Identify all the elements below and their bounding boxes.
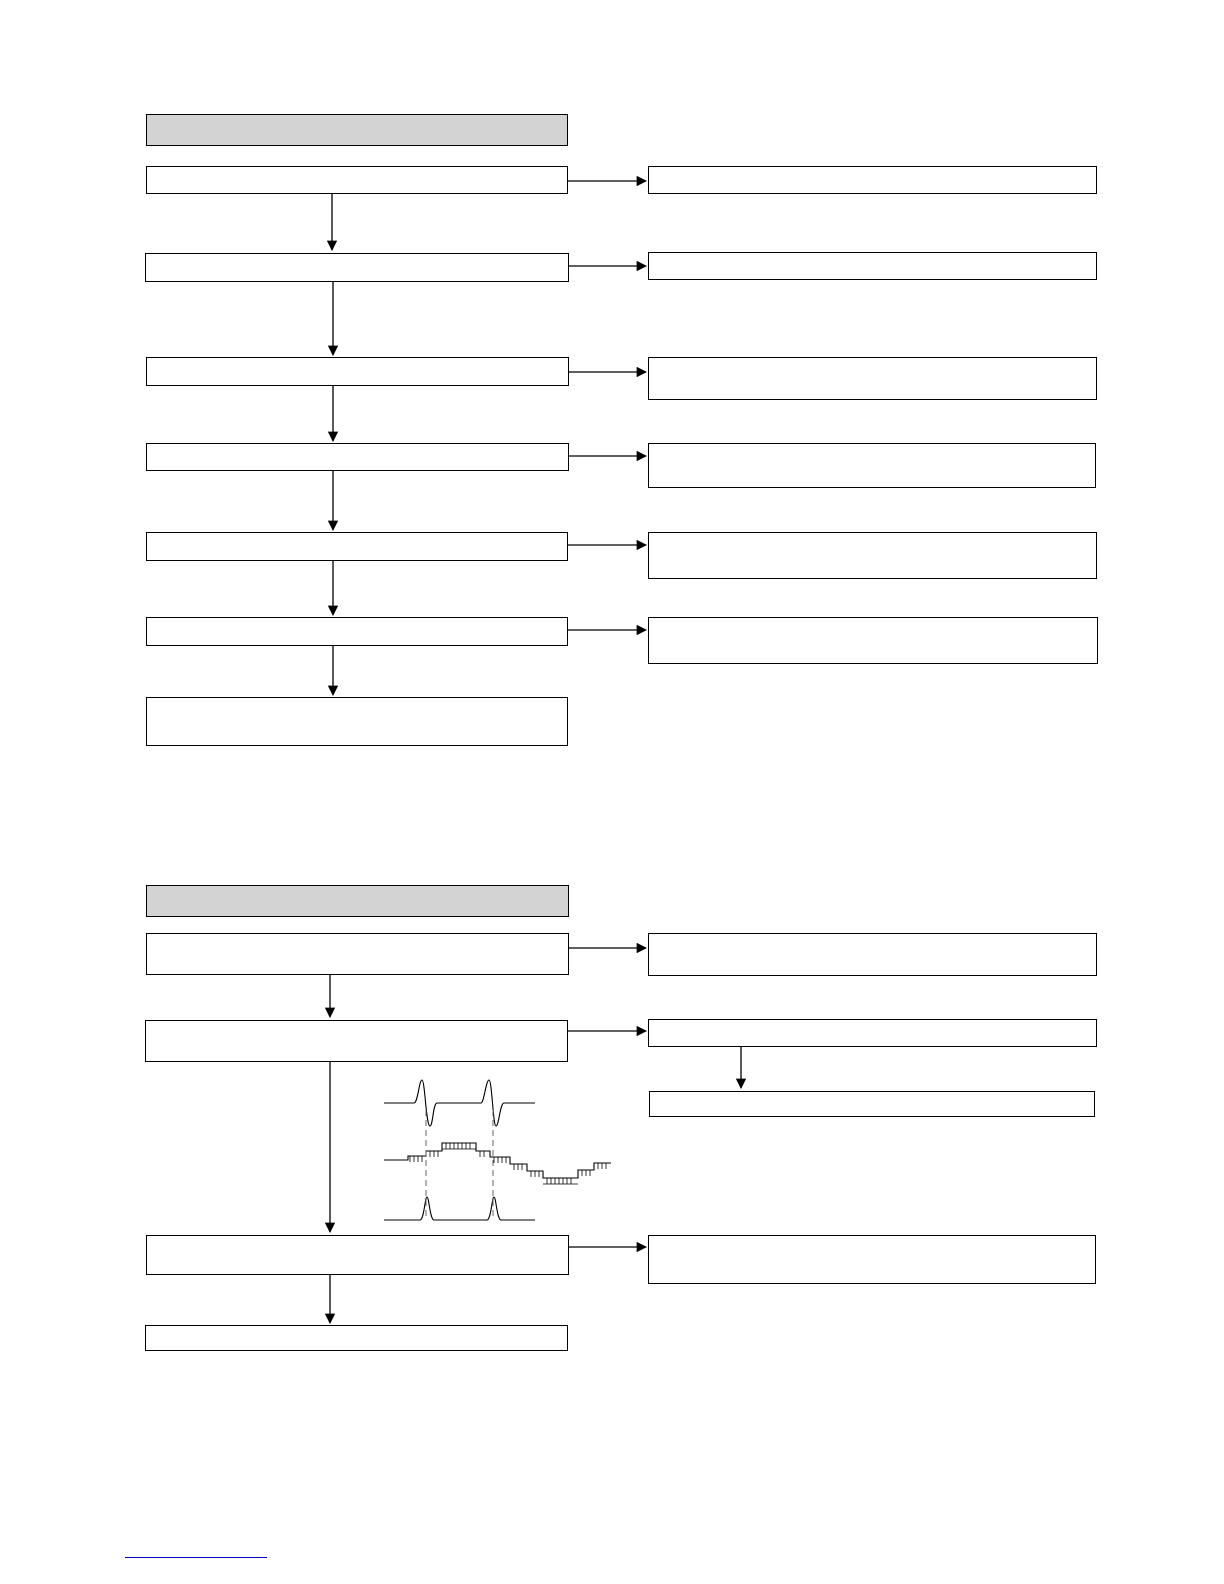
flowchart-1-step-1 [146, 166, 568, 194]
flowchart-1-step-2 [145, 253, 569, 282]
waveform-dashed-guides [426, 1110, 493, 1218]
flowchart-1-result-2 [648, 252, 1097, 280]
waveform-illustration [384, 1080, 611, 1220]
flowchart-1-step-3 [146, 357, 569, 386]
flowchart-1-result-6 [648, 617, 1098, 664]
flowchart-2-step-2 [145, 1020, 568, 1062]
flowchart-2-header [146, 885, 569, 917]
flowchart-1-step-5 [146, 532, 568, 561]
flowchart-1-result-4 [648, 443, 1096, 488]
waveform-bottom-trace [384, 1197, 535, 1220]
flowchart-1-result-1 [648, 166, 1097, 194]
flowchart-2-result-2 [648, 1019, 1097, 1047]
flowchart-1-step-7 [146, 697, 568, 746]
flowchart-2-step-4 [145, 1325, 568, 1351]
flowchart-1-step-6 [146, 617, 568, 646]
flowchart-2-result-2a [649, 1091, 1095, 1117]
flowchart-2-step-3 [146, 1235, 569, 1275]
flowchart-1-result-3 [648, 357, 1097, 400]
flowchart-1-result-5 [648, 532, 1097, 579]
flowchart-2-step-1 [146, 933, 569, 975]
waveform-top-trace [384, 1080, 535, 1126]
flowchart-1-step-4 [146, 443, 569, 471]
flowchart-1-header [146, 114, 568, 146]
flowchart-2-result-3 [648, 1235, 1096, 1284]
footer-link-underline[interactable] [125, 1557, 267, 1558]
flowchart-2-result-1 [648, 933, 1097, 976]
